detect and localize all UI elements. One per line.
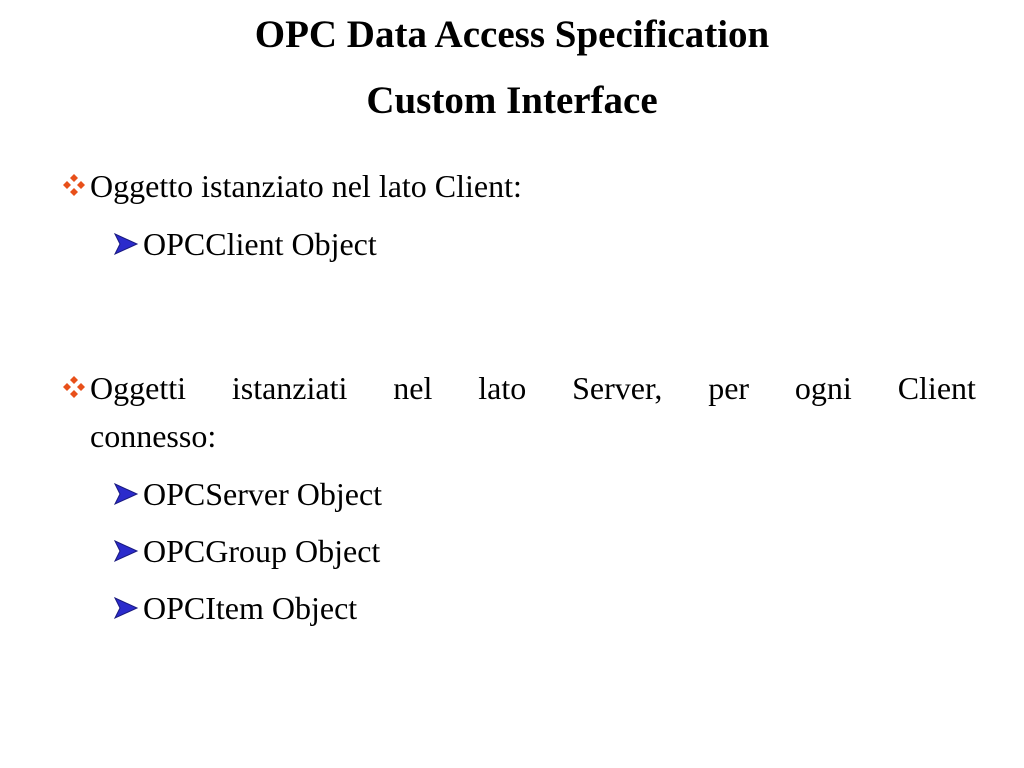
bullet-word: Client — [897, 370, 976, 406]
bullet-word: ogni — [794, 370, 852, 406]
bullet-word: istanziati — [231, 370, 348, 406]
arrowhead-bullet-icon — [113, 470, 143, 506]
bullet-word: Oggetti — [90, 370, 186, 406]
slide-title: OPC Data Access Specification — [254, 13, 770, 56]
bullet-word: nel — [393, 370, 433, 406]
bullet-word: Server, — [572, 370, 663, 406]
sub-bullet-item — [113, 470, 382, 518]
diamond-quad-bullet-icon — [62, 364, 90, 412]
bullet-word: lato — [478, 370, 527, 406]
arrowhead-bullet-icon — [113, 220, 143, 256]
sub-bullet-item — [113, 220, 377, 268]
bullet-text-line — [62, 364, 976, 412]
diamond-quad-bullet-icon — [62, 162, 90, 197]
sub-bullet-text: OPCGroup Object — [143, 533, 381, 569]
sub-bullet-text: OPCClient Object — [143, 226, 377, 262]
sub-bullet-item — [113, 527, 380, 575]
sub-bullet-text: OPCServer Object — [143, 476, 383, 512]
arrowhead-bullet-icon — [113, 584, 143, 620]
bullet-text: Oggetto istanziato nel lato Client: — [90, 168, 522, 204]
arrowhead-bullet-icon — [113, 527, 143, 563]
sub-bullet-item — [113, 584, 357, 632]
bullet-item — [62, 162, 976, 210]
bullet-item — [62, 364, 976, 460]
slide-subtitle: Custom Interface — [366, 79, 658, 122]
bullet-text-line: connesso: — [90, 418, 217, 454]
sub-bullet-text: OPCItem Object — [143, 590, 358, 626]
bullet-word: per — [708, 370, 750, 406]
